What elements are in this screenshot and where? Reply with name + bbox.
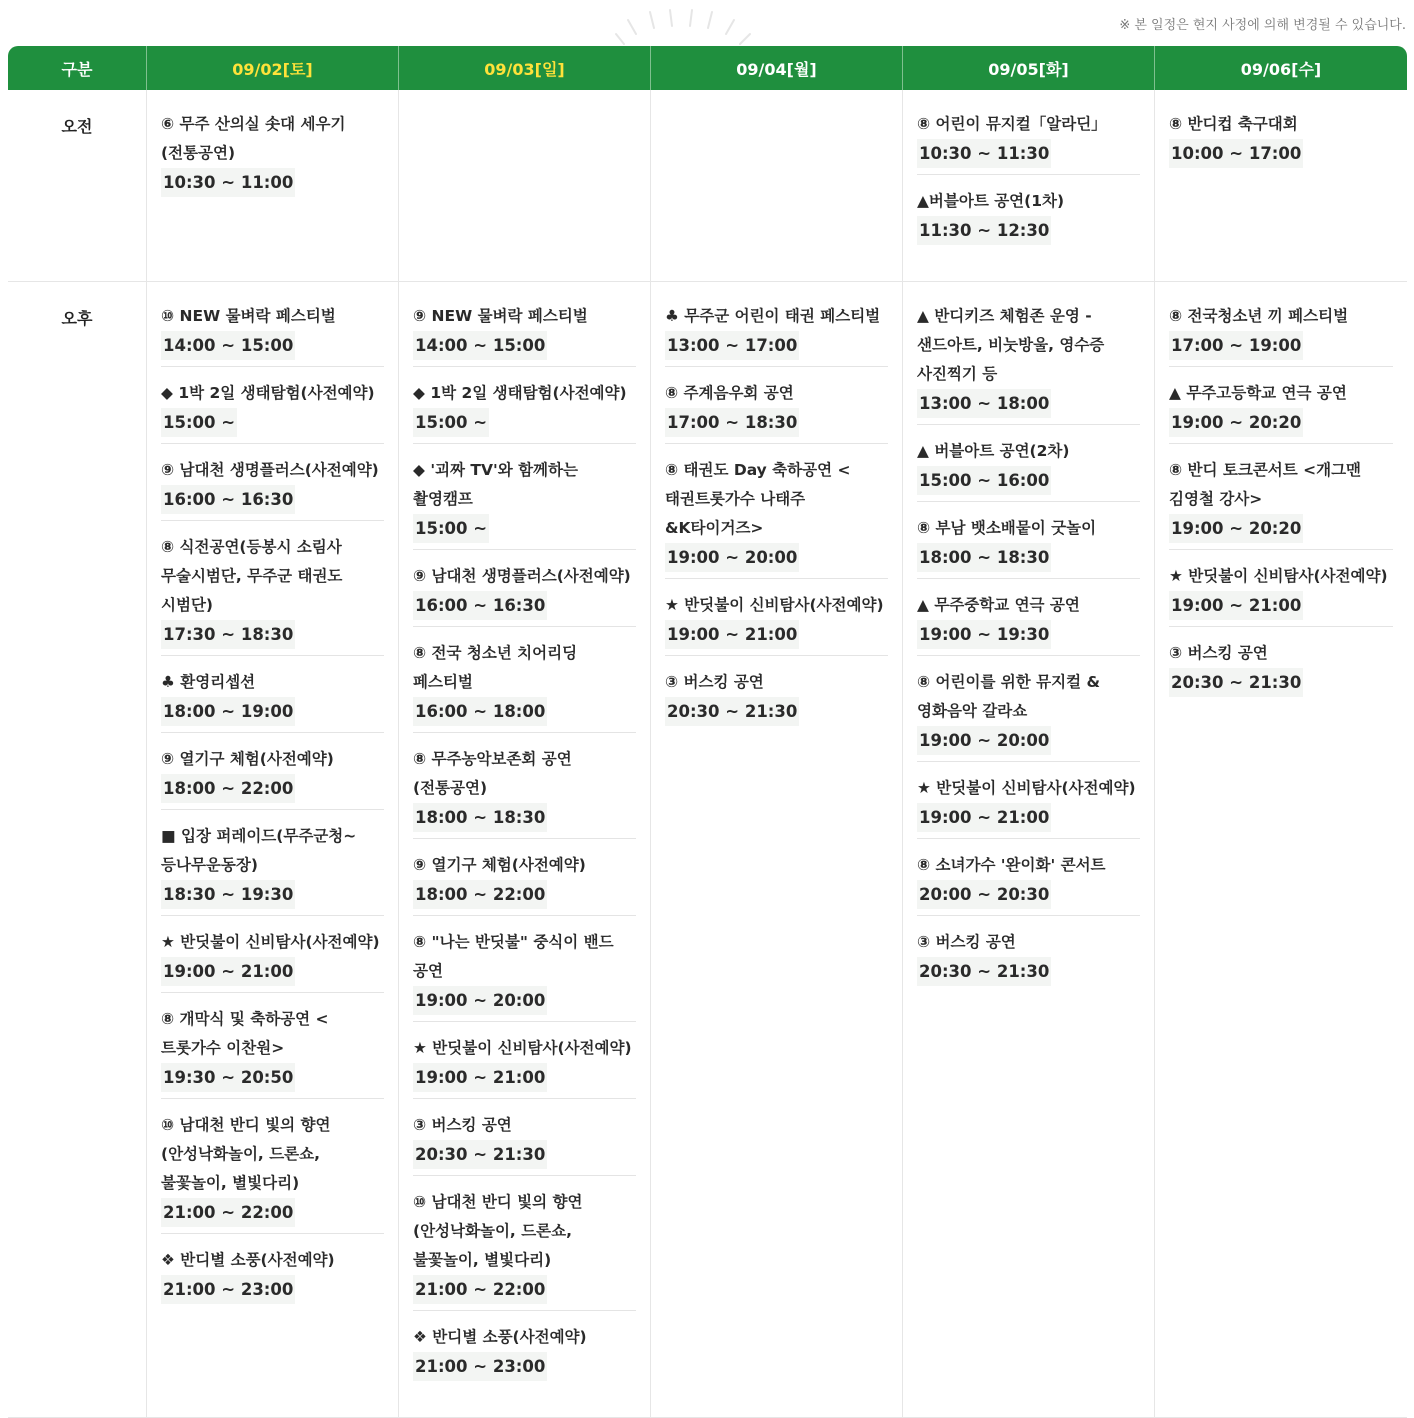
event-item	[917, 591, 1140, 656]
event-title: ▲ 버블아트 공연(2차)	[917, 442, 1070, 460]
event-title: ⑧ 무주농악보존회 공연(전통공연)	[413, 750, 572, 797]
day-cell	[399, 282, 651, 1418]
header-day: 09/04[월]	[651, 46, 903, 90]
event-item	[413, 302, 636, 367]
event-item	[1169, 562, 1393, 627]
event-item	[413, 379, 636, 444]
event-time: 16:00 ~ 16:30	[413, 591, 547, 620]
event-title: ◆ 1박 2일 생태탐험(사전예약)	[161, 384, 375, 402]
event-time: 19:00 ~ 21:00	[413, 1063, 547, 1092]
schedule-change-notice: ※ 본 일정은 현지 사정에 의해 변경될 수 있습니다.	[1119, 18, 1406, 33]
event-time: 17:00 ~ 18:30	[665, 408, 799, 437]
header-row	[8, 46, 1407, 90]
event-item	[917, 774, 1140, 839]
event-item	[917, 302, 1140, 425]
event-time: 19:00 ~ 21:00	[1169, 591, 1303, 620]
event-item	[413, 851, 636, 916]
event-time: 14:00 ~ 15:00	[161, 331, 295, 360]
event-time: 15:00 ~	[161, 408, 237, 437]
day-cell	[1155, 282, 1407, 1418]
event-title: ★ 반딧불이 신비탐사(사전예약)	[1169, 567, 1388, 585]
event-title: ⑨ 열기구 체험(사전예약)	[413, 856, 586, 874]
event-item	[413, 639, 636, 733]
event-time: 21:00 ~ 23:00	[413, 1352, 547, 1381]
event-item	[413, 456, 636, 550]
event-time: 13:00 ~ 18:00	[917, 389, 1051, 418]
day-cell	[1155, 90, 1407, 282]
event-item	[161, 533, 384, 656]
event-time: 19:00 ~ 20:20	[1169, 514, 1303, 543]
event-time: 10:00 ~ 17:00	[1169, 139, 1303, 168]
event-title: ★ 반딧불이 신비탐사(사전예약)	[665, 596, 884, 614]
event-title: ⑨ 열기구 체험(사전예약)	[161, 750, 334, 768]
event-time: 16:00 ~ 16:30	[161, 485, 295, 514]
event-item	[413, 1323, 636, 1387]
event-time: 19:00 ~ 21:00	[161, 957, 295, 986]
event-title: ⑧ 태권도 Day 축하공연 <태권트롯가수 나태주&K타이거즈>	[665, 461, 851, 537]
event-item	[161, 1111, 384, 1234]
event-item	[161, 1005, 384, 1099]
event-item	[665, 379, 888, 444]
event-title: ③ 버스킹 공연	[917, 933, 1016, 951]
event-title: ⑥ 무주 산의실 솟대 세우기(전통공연)	[161, 115, 346, 162]
event-item	[917, 437, 1140, 502]
event-time: 20:30 ~ 21:30	[1169, 668, 1303, 697]
header-day: 09/05[화]	[903, 46, 1155, 90]
event-time: 18:00 ~ 18:30	[917, 543, 1051, 572]
event-time: 18:30 ~ 19:30	[161, 880, 295, 909]
event-time: 18:00 ~ 22:00	[413, 880, 547, 909]
event-title: ⑨ 남대천 생명플러스(사전예약)	[413, 567, 631, 585]
event-time: 15:00 ~ 16:00	[917, 466, 1051, 495]
event-time: 21:00 ~ 22:00	[161, 1198, 295, 1227]
event-item	[413, 1034, 636, 1099]
event-time: 21:00 ~ 22:00	[413, 1275, 547, 1304]
event-item	[161, 110, 384, 203]
event-title: ▲ 무주고등학교 연극 공연	[1169, 384, 1347, 402]
event-title: ⑧ 소녀가수 '완이화' 콘서트	[917, 856, 1106, 874]
event-title: ⑩ NEW 물벼락 페스티벌	[161, 307, 336, 325]
event-time: 18:00 ~ 22:00	[161, 774, 295, 803]
schedule-table	[8, 46, 1407, 1418]
event-time: 17:00 ~ 19:00	[1169, 331, 1303, 360]
event-time: 10:30 ~ 11:00	[161, 168, 295, 197]
day-cell	[147, 90, 399, 282]
event-title: ⑩ 남대천 반디 빛의 향연(안성낙화놀이, 드론쇼, 불꽃놀이, 별빛다리)	[161, 1116, 331, 1192]
event-item	[917, 187, 1140, 251]
event-item	[917, 110, 1140, 175]
event-time: 19:00 ~ 21:00	[665, 620, 799, 649]
event-time: 19:00 ~ 20:00	[665, 543, 799, 572]
event-item	[1169, 302, 1393, 367]
header-day: 09/02[토]	[147, 46, 399, 90]
event-time: 18:00 ~ 19:00	[161, 697, 295, 726]
event-title: ⑧ 반디컵 축구대회	[1169, 115, 1298, 133]
event-title: ⑨ 남대천 생명플러스(사전예약)	[161, 461, 379, 479]
event-time: 15:00 ~	[413, 514, 489, 543]
event-title: ▲ 무주중학교 연극 공연	[917, 596, 1080, 614]
header-day: 09/03[일]	[399, 46, 651, 90]
event-title: ⑧ "나는 반딧불" 중식이 밴드 공연	[413, 933, 614, 980]
event-title: ▲버블아트 공연(1차)	[917, 192, 1065, 210]
event-time: 19:30 ~ 20:50	[161, 1063, 295, 1092]
morning-row	[8, 90, 1407, 282]
event-title: ★ 반딧불이 신비탐사(사전예약)	[413, 1039, 632, 1057]
event-time: 20:30 ~ 21:30	[665, 697, 799, 726]
event-time: 13:00 ~ 17:00	[665, 331, 799, 360]
event-title: ⑧ 반디 토크콘서트 <개그맨 김영철 강사>	[1169, 461, 1362, 508]
period-label: 오전	[8, 90, 147, 282]
event-title: ▲ 반디키즈 체험존 운영 - 샌드아트, 비눗방울, 영수증 사진찍기 등	[917, 307, 1105, 383]
event-time: 19:00 ~ 20:20	[1169, 408, 1303, 437]
event-item	[917, 928, 1140, 992]
decorative-rays	[612, 4, 772, 48]
event-title: ⑧ 어린이 뮤지컬「알라딘」	[917, 115, 1107, 133]
event-item	[665, 456, 888, 579]
event-title: ♣ 환영리셉션	[161, 673, 256, 691]
header-category: 구분	[8, 46, 147, 90]
event-item	[161, 1246, 384, 1310]
event-item	[161, 668, 384, 733]
event-title: ⑩ 남대천 반디 빛의 향연(안성낙화놀이, 드론쇼, 불꽃놀이, 별빛다리)	[413, 1193, 583, 1269]
event-item	[917, 514, 1140, 579]
day-cell	[147, 282, 399, 1418]
day-cell	[399, 90, 651, 282]
event-item	[161, 928, 384, 993]
event-time: 20:30 ~ 21:30	[413, 1140, 547, 1169]
event-time: 19:00 ~ 20:00	[917, 726, 1051, 755]
event-title: ③ 버스킹 공연	[665, 673, 764, 691]
event-title: ⑧ 어린이를 위한 뮤지컬 & 영화음악 갈라쇼	[917, 673, 1100, 720]
event-item	[665, 668, 888, 732]
event-title: ③ 버스킹 공연	[413, 1116, 512, 1134]
event-title: ⑨ NEW 물벼락 페스티벌	[413, 307, 588, 325]
event-item	[161, 302, 384, 367]
event-item	[161, 822, 384, 916]
event-title: ◆ 1박 2일 생태탐험(사전예약)	[413, 384, 627, 402]
day-cell	[903, 282, 1155, 1418]
event-title: ⑧ 전국 청소년 치어리딩 페스티벌	[413, 644, 578, 691]
event-time: 20:00 ~ 20:30	[917, 880, 1051, 909]
event-time: 18:00 ~ 18:30	[413, 803, 547, 832]
event-item	[1169, 110, 1393, 174]
day-cell	[903, 90, 1155, 282]
day-cell	[651, 90, 903, 282]
event-title: ⑧ 주계음우회 공연	[665, 384, 794, 402]
header-day: 09/06[수]	[1155, 46, 1407, 90]
event-time: 17:30 ~ 18:30	[161, 620, 295, 649]
event-title: ★ 반딧불이 신비탐사(사전예약)	[917, 779, 1136, 797]
event-item	[1169, 639, 1393, 703]
event-item	[161, 745, 384, 810]
event-time: 19:00 ~ 19:30	[917, 620, 1051, 649]
event-item	[665, 591, 888, 656]
event-item	[413, 1111, 636, 1176]
event-item	[161, 456, 384, 521]
event-item	[413, 562, 636, 627]
event-item	[1169, 379, 1393, 444]
event-title: ★ 반딧불이 신비탐사(사전예약)	[161, 933, 380, 951]
event-time: 19:00 ~ 20:00	[413, 986, 547, 1015]
event-title: ③ 버스킹 공연	[1169, 644, 1268, 662]
event-time: 14:00 ~ 15:00	[413, 331, 547, 360]
event-title: ⑧ 개막식 및 축하공연 <트롯가수 이찬원>	[161, 1010, 329, 1057]
event-time: 21:00 ~ 23:00	[161, 1275, 295, 1304]
event-title: ⑧ 부남 뱃소배뭍이 굿놀이	[917, 519, 1097, 537]
event-title: ❖ 반디별 소풍(사전예약)	[413, 1328, 587, 1346]
event-item	[413, 1188, 636, 1311]
event-time: 19:00 ~ 21:00	[917, 803, 1051, 832]
event-item	[413, 745, 636, 839]
event-time: 11:30 ~ 12:30	[917, 216, 1051, 245]
event-item	[1169, 456, 1393, 550]
event-title: ■ 입장 퍼레이드(무주군청~등나무운동장)	[161, 827, 357, 874]
event-item	[413, 928, 636, 1022]
event-title: ◆ '괴짜 TV'와 함께하는 촬영캠프	[413, 461, 578, 508]
afternoon-row	[8, 282, 1407, 1418]
event-title: ♣ 무주군 어린이 태권 페스티벌	[665, 307, 881, 325]
event-item	[161, 379, 384, 444]
period-label: 오후	[8, 282, 147, 1418]
event-title: ❖ 반디별 소풍(사전예약)	[161, 1251, 335, 1269]
event-time: 20:30 ~ 21:30	[917, 957, 1051, 986]
event-item	[665, 302, 888, 367]
event-item	[917, 668, 1140, 762]
event-title: ⑧ 전국청소년 끼 페스티벌	[1169, 307, 1349, 325]
day-cell	[651, 282, 903, 1418]
event-item	[917, 851, 1140, 916]
event-title: ⑧ 식전공연(등봉시 소림사 무술시범단, 무주군 태권도 시범단)	[161, 538, 343, 614]
event-time: 15:00 ~	[413, 408, 489, 437]
event-time: 10:30 ~ 11:30	[917, 139, 1051, 168]
event-time: 16:00 ~ 18:00	[413, 697, 547, 726]
